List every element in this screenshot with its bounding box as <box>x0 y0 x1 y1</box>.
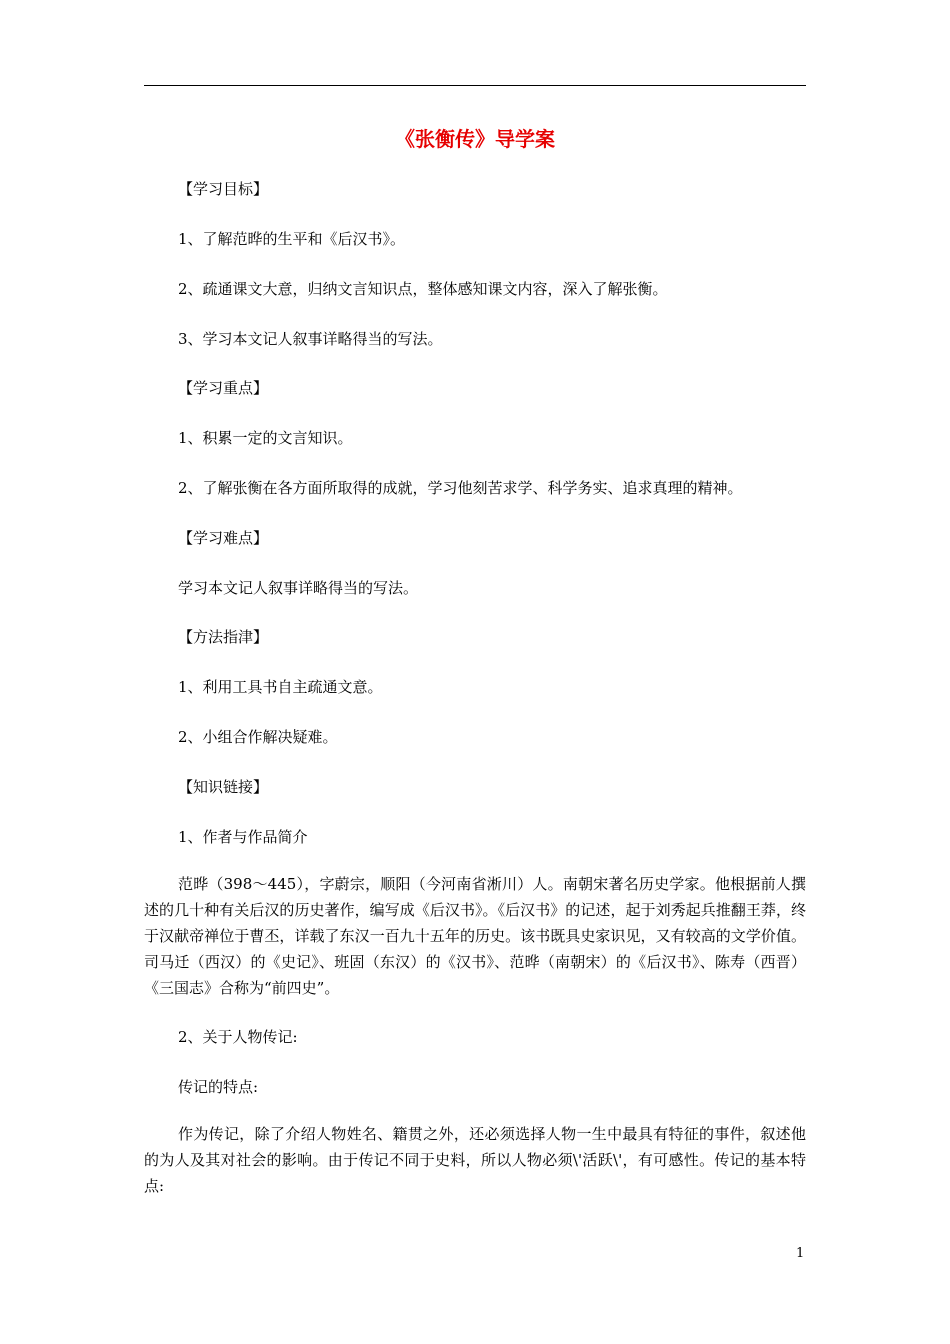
goal-item-1: 1、了解范晔的生平和《后汉书》。 <box>178 230 406 248</box>
author-intro-paragraph: 范晔（398～445），字蔚宗，顺阳（今河南省淅川）人。南朝宋著名历史学家。他根据前人撰述的几十种有关后汉的历史著作，编写成《后汉书》。《后汉书》的记述，起于刘秀起兵推翻王莽，终于汉献帝禅位于曹丕，详载了东汉一百九十五年的历史。该书既具史家识见，又有较高的文学价值。司马迁（西汉）的《史记》、班固（东汉）的《汉书》、范晔（南朝宋）的《后汉书》、陈寿（西晋）《三国志》合称为“前四史”。 <box>144 875 806 997</box>
goal-item-3: 3、学习本文记人叙事详略得当的写法。 <box>178 330 443 348</box>
section-heading-goals: 【学习目标】 <box>178 180 269 198</box>
bio-features-label: 传记的特点: <box>178 1078 259 1096</box>
focus-item-2: 2、了解张衡在各方面所取得的成就，学习他刻苦求学、科学务实、追求真理的精神。 <box>178 479 743 497</box>
method-item-1: 1、利用工具书自主疏通文意。 <box>178 678 383 696</box>
focus-item-1: 1、积累一定的文言知识。 <box>178 429 353 447</box>
difficulty-item-1: 学习本文记人叙事详略得当的写法。 <box>178 579 419 597</box>
knowledge-item-2: 2、关于人物传记: <box>178 1028 298 1046</box>
section-heading-knowledge: 【知识链接】 <box>178 778 269 796</box>
page-number: 1 <box>796 1246 805 1261</box>
section-heading-method: 【方法指津】 <box>178 628 269 646</box>
page-title: 《张衡传》导学案 <box>395 127 555 151</box>
header-rule <box>144 85 806 86</box>
bio-paragraph: 作为传记，除了介绍人物姓名、籍贯之外，还必须选择人物一生中最具有特征的事件，叙述他的为人及其对社会的影响。由于传记不同于史料，所以人物必须\'活跃\'，有可感性。传记的基本特点: <box>144 1125 806 1195</box>
method-item-2: 2、小组合作解决疑难。 <box>178 728 338 746</box>
goal-item-2: 2、疏通课文大意，归纳文言知识点，整体感知课文内容，深入了解张衡。 <box>178 280 668 298</box>
knowledge-item-1: 1、作者与作品简介 <box>178 828 308 846</box>
section-heading-difficulty: 【学习难点】 <box>178 529 269 547</box>
section-heading-focus: 【学习重点】 <box>178 379 269 397</box>
